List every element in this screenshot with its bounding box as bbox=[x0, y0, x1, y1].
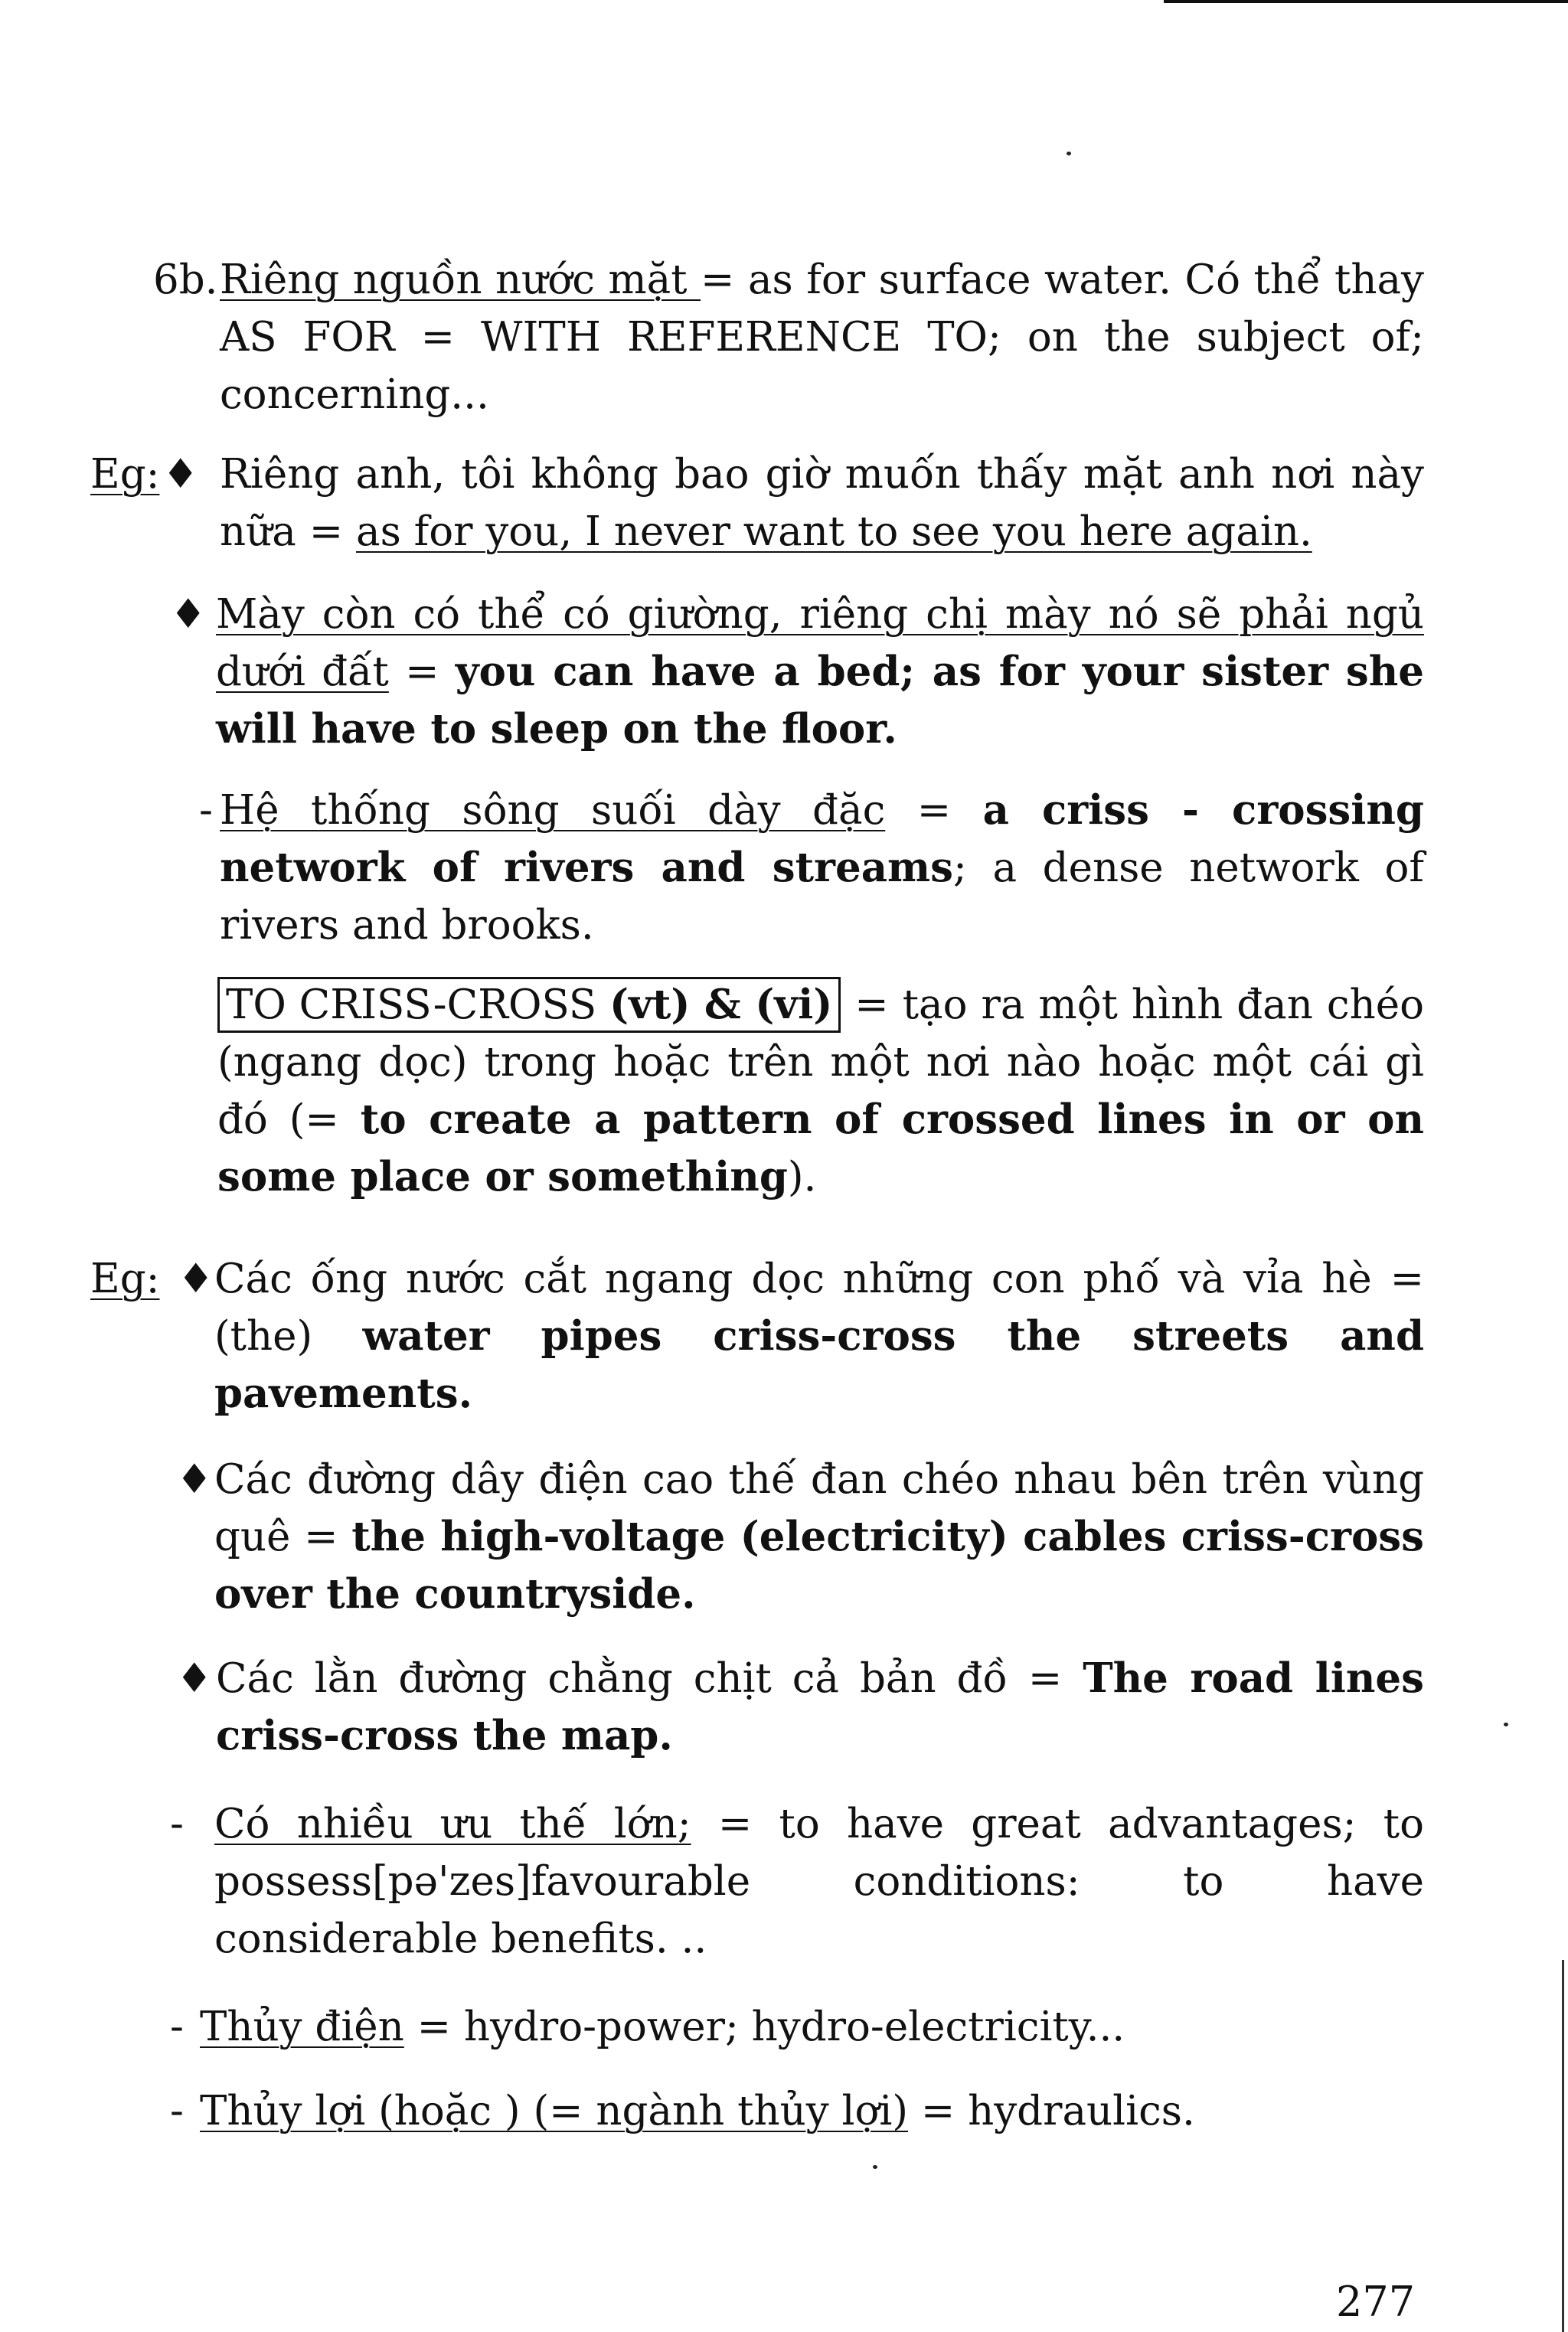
term: Có nhiều ưu thế lớn; bbox=[214, 1801, 691, 1847]
example-text: Các lằn đường chằng chịt cả bản đồ = bbox=[216, 1655, 1083, 1702]
definition: = hydraulics. bbox=[908, 2088, 1195, 2134]
example-3 bbox=[214, 1250, 1424, 1422]
term: Riêng nguồn nước mặt bbox=[220, 256, 701, 303]
word-class: (vt) & (vi) bbox=[609, 981, 833, 1028]
example-5 bbox=[216, 1650, 1424, 1765]
example-2 bbox=[216, 586, 1424, 758]
term: Thủy lợi (hoặc ) (= ngành thủy lợi) bbox=[200, 2088, 908, 2134]
top-rule bbox=[1164, 0, 1568, 3]
entry-advantages bbox=[214, 1795, 1424, 1968]
bullet-icon: ♦ bbox=[178, 1256, 214, 1302]
example-1 bbox=[220, 446, 1424, 560]
speck-mark bbox=[873, 2165, 877, 2169]
example-text: Các đường dây điện cao thế đan chéo nhau bên trên vùng quê = bbox=[214, 1456, 1424, 1560]
definition: ; a dense network of rivers and brooks. bbox=[220, 844, 1424, 949]
example-translation: you can have a bed; as for your sister she will have to sleep on the floor. bbox=[216, 648, 1424, 753]
bullet-icon: ♦ bbox=[162, 451, 199, 498]
headword: TO CRISS-CROSS bbox=[226, 981, 610, 1028]
equals: = bbox=[885, 787, 983, 834]
definition-bold: a criss - crossing network of rivers and streams bbox=[220, 786, 1424, 891]
example-4 bbox=[214, 1451, 1424, 1623]
example-label: Eg: bbox=[90, 451, 160, 498]
bullet-icon: ♦ bbox=[176, 1456, 213, 1503]
entry-6b bbox=[220, 251, 1424, 423]
headword-box bbox=[217, 977, 841, 1033]
example-text: Riêng anh, tôi không bao giờ muốn thấy mặt anh nơi này nữa = bbox=[220, 451, 1424, 555]
definition-bold: to create a pattern of crossed lines in or on some place or something bbox=[217, 1096, 1424, 1200]
right-edge-rule bbox=[1562, 1960, 1564, 2332]
definition: = hydro-power; hydro-electricity... bbox=[403, 2004, 1125, 2050]
speck-mark bbox=[1504, 1723, 1508, 1726]
example-translation: water pipes criss-cross the streets and pavements. bbox=[214, 1312, 1425, 1417]
example-label: Eg: bbox=[90, 1256, 160, 1302]
definition-end: ). bbox=[787, 1154, 817, 1200]
dash-marker: - bbox=[170, 2088, 184, 2134]
example-translation: the high-voltage (electricity) cables criss-cross over the countryside. bbox=[214, 1513, 1424, 1618]
term: Hệ thống sông suối dày đặc bbox=[220, 787, 886, 834]
example-text: Các ống nước cắt ngang dọc những con phố và vỉa hè = (the) bbox=[214, 1256, 1424, 1360]
equals: = bbox=[388, 648, 456, 695]
example-text: Mày còn có thể có giường, riêng chị mày nó sẽ phải ngủ dưới đất bbox=[216, 591, 1424, 695]
definition: = as for surface water. Có thể thay AS FOR = WITH REFERENCE TO; on the subject of; concerning... bbox=[220, 256, 1424, 418]
entry-river-network bbox=[220, 782, 1424, 954]
term: Thủy điện bbox=[200, 2004, 404, 2050]
speck-mark bbox=[1067, 152, 1071, 155]
example-translation: The road lines criss-cross the map. bbox=[216, 1654, 1424, 1759]
dash-marker: - bbox=[170, 1801, 184, 1847]
dash-marker: - bbox=[170, 2004, 184, 2050]
definition: = tạo ra một hình đan chéo (ngang dọc) trong hoặc trên một nơi nào hoặc một cái gì đó (= bbox=[217, 981, 1424, 1143]
dash-marker: - bbox=[199, 787, 213, 834]
entry-hydro-power bbox=[200, 1998, 1424, 2056]
entry-criss-cross bbox=[217, 976, 1424, 1206]
page-number: 277 bbox=[1336, 2278, 1416, 2326]
example-translation: as for you, I never want to see you here again. bbox=[355, 508, 1312, 555]
definition: = to have great advantages; to possess[pə'zes]favourable conditions: to have considerable benefits. .. bbox=[214, 1801, 1424, 1962]
bullet-icon: ♦ bbox=[176, 1655, 213, 1702]
section-label: 6b. bbox=[153, 256, 218, 303]
entry-hydraulics bbox=[200, 2082, 1424, 2140]
bullet-icon: ♦ bbox=[170, 591, 207, 638]
